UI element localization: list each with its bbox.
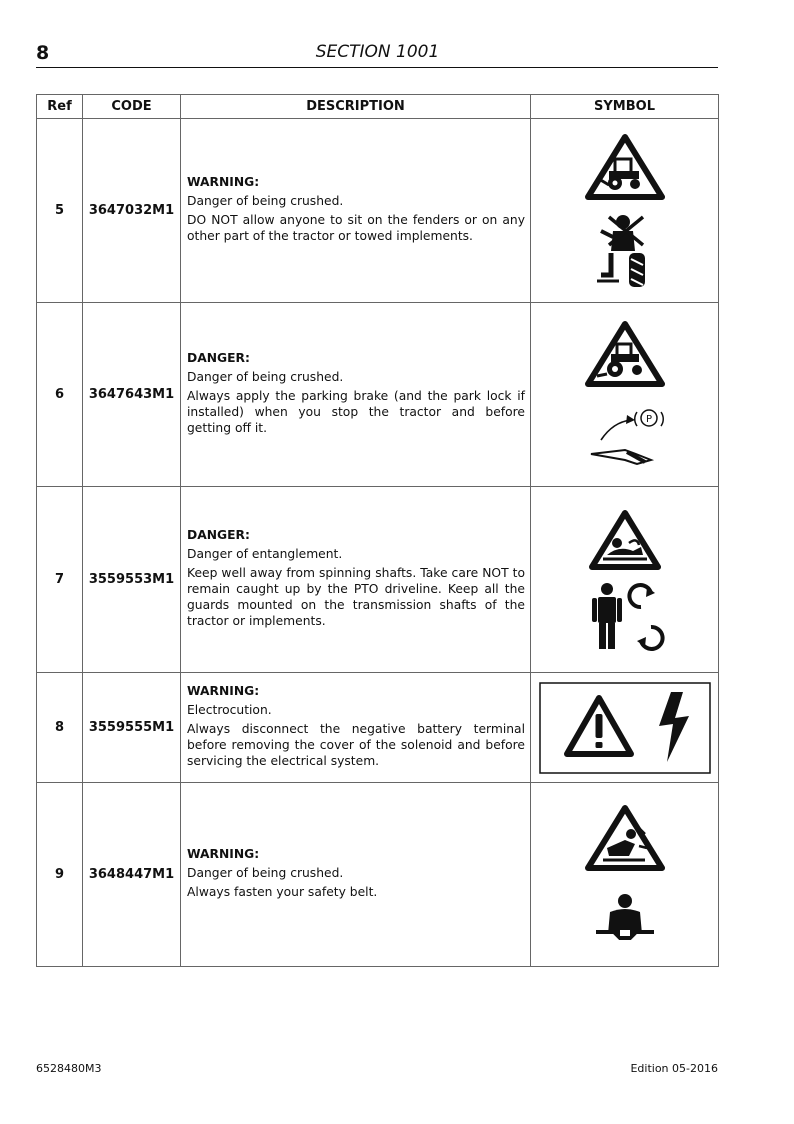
description-heading: DANGER:	[187, 351, 250, 365]
edition-label: Edition 05-2016	[630, 1062, 718, 1075]
electrocution-decal	[539, 682, 711, 774]
code-cell: 3559555M1	[83, 673, 181, 783]
description-cell	[181, 119, 531, 303]
description-line: Always disconnect the negative battery terminal before removing the cover of the solenoid and before servicing the electrical system.	[187, 722, 525, 768]
code-cell: 3648447M1	[83, 783, 181, 967]
description-line: DO NOT allow anyone to sit on the fenders or on any other part of the tractor or towed implements.	[187, 213, 525, 243]
entanglement-hazard-triangle-icon	[589, 509, 661, 571]
description-heading: WARNING:	[187, 847, 260, 861]
page-number: 8	[36, 42, 50, 64]
description-line: Keep well away from spinning shafts. Take care NOT to remain caught up by the PTO driveline. Keep all the guards mounted on the transmission shafts of the tractor or implements.	[187, 566, 525, 628]
ref-cell: 9	[37, 783, 83, 967]
no-riding-on-fender-icon	[595, 213, 655, 289]
description-line: Danger of being crushed.	[187, 194, 344, 208]
description-line: Danger of being crushed.	[187, 866, 344, 880]
table-header-row	[37, 95, 719, 119]
code-cell: 3559553M1	[83, 487, 181, 673]
code-cell: 3647032M1	[83, 119, 181, 303]
symbol-cell	[531, 303, 719, 487]
column-header-ref: Ref	[37, 95, 83, 119]
symbol-cell	[531, 783, 719, 967]
table-row	[37, 119, 719, 303]
description-cell	[181, 303, 531, 487]
safety-decal-table	[36, 94, 719, 967]
rollover-crush-triangle-icon	[585, 804, 665, 872]
table-row	[37, 673, 719, 783]
crush-hazard-tractor-triangle-icon	[585, 133, 665, 201]
document-number: 6528480M3	[36, 1062, 102, 1075]
column-header-symbol: SYMBOL	[531, 95, 719, 119]
description-heading: DANGER:	[187, 528, 250, 542]
section-title: SECTION 1001	[315, 42, 440, 62]
description-line: Danger of being crushed.	[187, 370, 344, 384]
table-row	[37, 487, 719, 673]
person-rotating-shaft-icon	[585, 581, 665, 651]
symbol-cell	[531, 487, 719, 673]
parking-brake-lever-icon	[585, 406, 665, 470]
lightning-bolt-icon	[659, 692, 689, 762]
table-row	[37, 303, 719, 487]
description-line: Always apply the parking brake (and the park lock if installed) when you stop the tractor and before getting off it.	[187, 389, 525, 435]
description-heading: WARNING:	[187, 684, 260, 698]
column-header-code: CODE	[83, 95, 181, 119]
header-rule	[36, 67, 718, 68]
code-cell: 3647643M1	[83, 303, 181, 487]
description-line: Always fasten your safety belt.	[187, 885, 378, 899]
description-line: Danger of entanglement.	[187, 547, 343, 561]
symbol-cell	[531, 673, 719, 783]
description-cell	[181, 673, 531, 783]
ref-cell: 7	[37, 487, 83, 673]
description-cell	[181, 487, 531, 673]
description-line: Electrocution.	[187, 703, 272, 717]
description-cell	[181, 783, 531, 967]
ref-cell: 5	[37, 119, 83, 303]
seat-belt-icon	[590, 892, 660, 946]
symbol-cell	[531, 119, 719, 303]
column-header-description: DESCRIPTION	[181, 95, 531, 119]
runover-hazard-triangle-icon	[585, 320, 665, 388]
general-warning-triangle-icon	[567, 698, 631, 754]
ref-cell: 6	[37, 303, 83, 487]
table-row	[37, 783, 719, 967]
description-heading: WARNING:	[187, 175, 260, 189]
svg-text:P: P	[645, 413, 652, 425]
ref-cell: 8	[37, 673, 83, 783]
